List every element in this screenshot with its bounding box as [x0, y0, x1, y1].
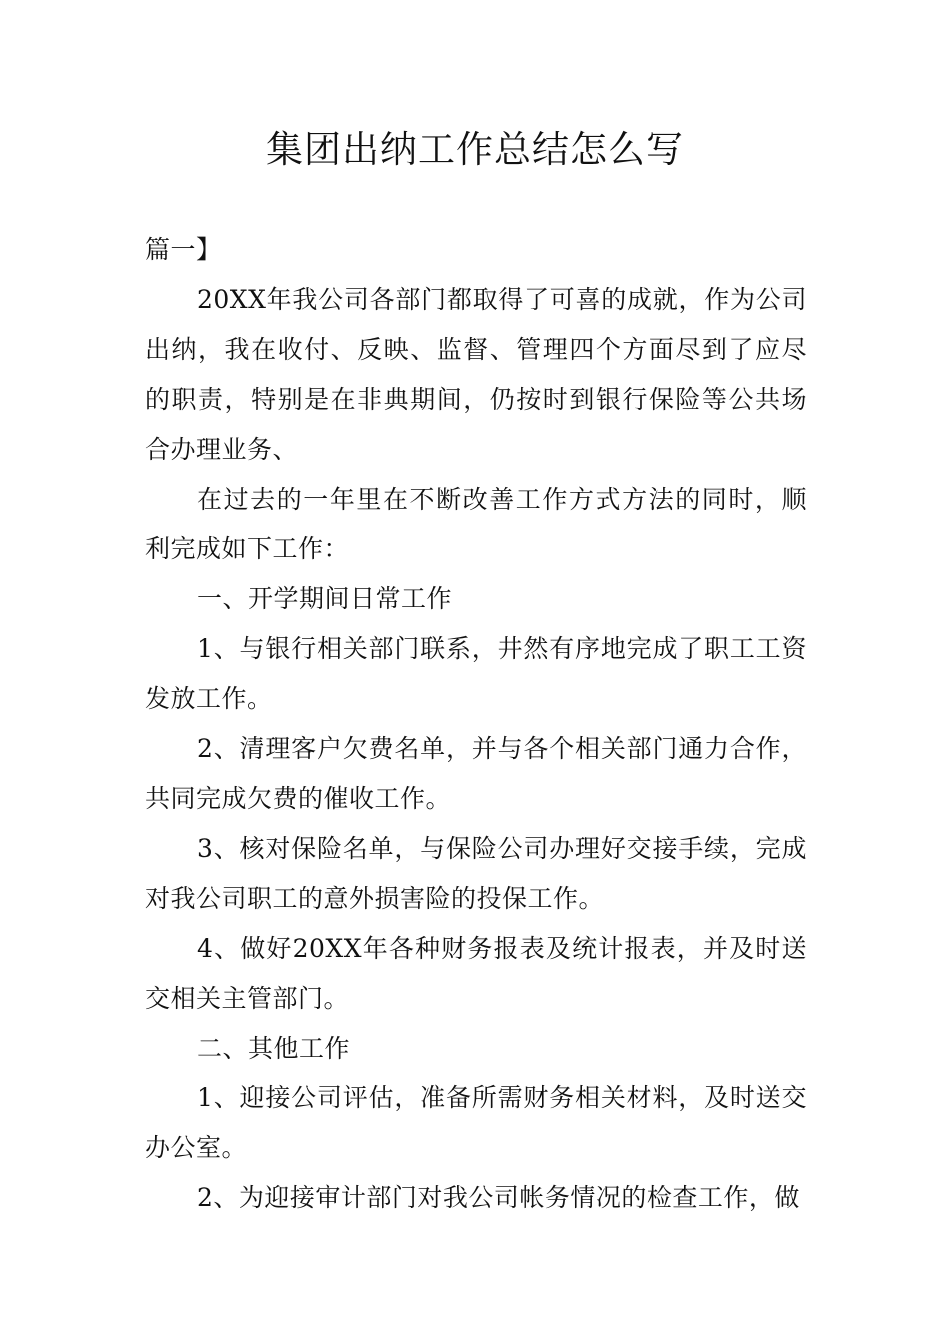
list-item: 1、迎接公司评估，准备所需财务相关材料，及时送交办公室。	[145, 1083, 807, 1163]
paragraph-intro: 20XX年我公司各部门都取得了可喜的成就，作为公司出纳，我在收付、反映、监督、管理四个方面尽到了应尽的职责，特别是在非典期间，仍按时到银行保险等公共场合办理业务、	[145, 284, 807, 464]
list-item: 2、清理客户欠费名单，并与各个相关部门通力合作，共同完成欠费的催收工作。	[145, 734, 807, 813]
document-title: 集团出纳工作总结怎么写	[266, 128, 684, 171]
list-item: 2、为迎接审计部门对我公司帐务情况的检查工作，做	[197, 1183, 800, 1213]
paragraph-overview: 在过去的一年里在不断改善工作方式方法的同时，顺利完成如下工作：	[145, 484, 807, 564]
section-heading: 篇一】	[145, 235, 222, 264]
list-item: 4、做好20XX年各种财务报表及统计报表，并及时送交相关主管部门。	[145, 933, 807, 1013]
list-item: 3、核对保险名单，与保险公司办理好交接手续，完成对我公司职工的意外损害险的投保工作。	[145, 833, 807, 913]
subheading-daily-work: 一、开学期间日常工作	[197, 584, 453, 614]
subheading-other-work: 二、其他工作	[197, 1033, 351, 1063]
document-body	[145, 225, 807, 1223]
list-item: 1、与银行相关部门联系，井然有序地完成了职工工资发放工作。	[145, 634, 807, 714]
